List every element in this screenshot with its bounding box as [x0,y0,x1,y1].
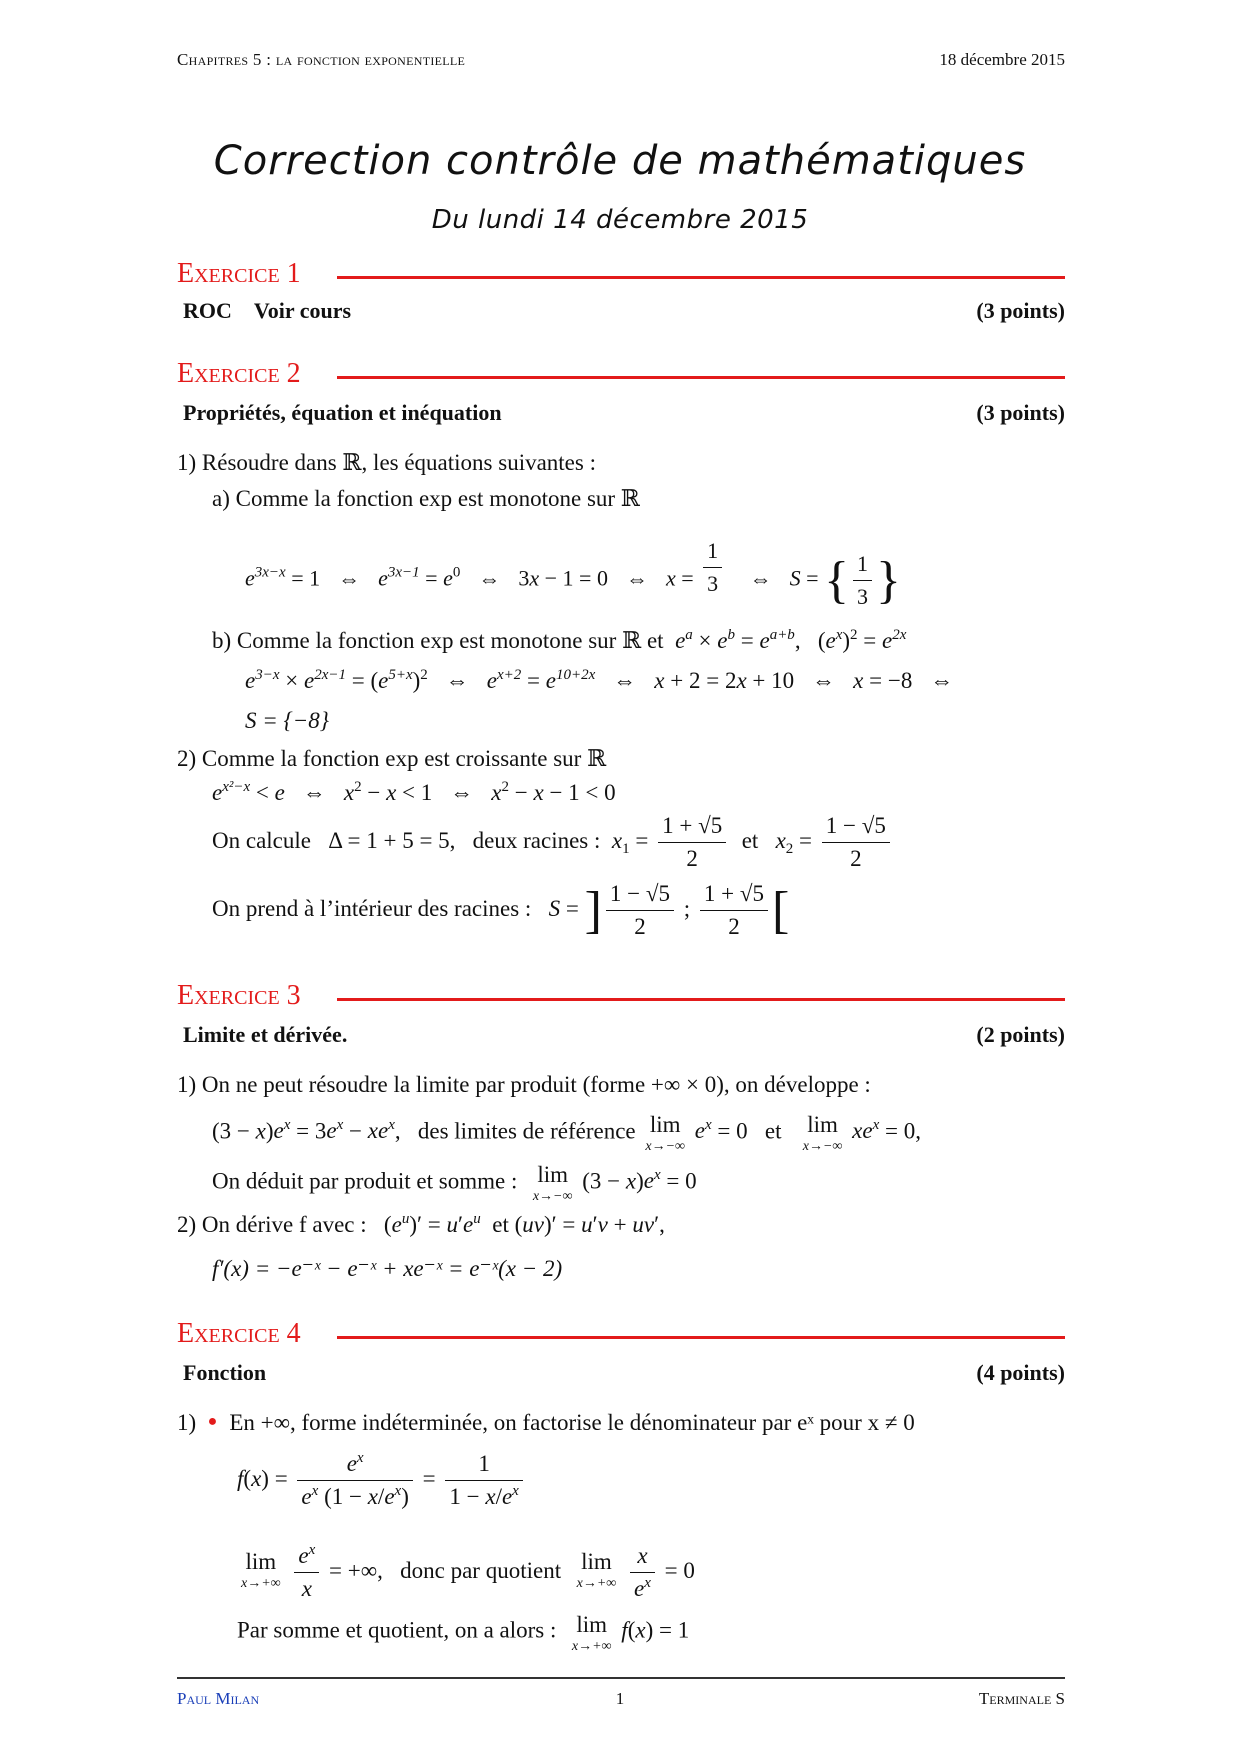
ex2-q1: 1) Résoudre dans ℝ, les équations suivantes : [177,450,596,475]
exercise-label: Exercice 3 [177,980,301,1011]
ex4-q1: 1) ● En +∞, forme indéterminée, on factorise le dénominateur par eˣ pour x ≠ 0 [177,1410,915,1435]
header-date: 18 décembre 2015 [939,50,1065,69]
heading-rule [337,376,1065,379]
ex2-solution-interval: On prend à l’intérieur des racines : S = ] $\frac{1 - √5}{2}$ ; $\frac{1 + √5}{2}$ [ [212,878,789,943]
page-title: Correction contrôle de mathématiques [213,138,1027,184]
footer-author: Paul Milan [177,1689,260,1708]
footer-class: Terminale S [978,1689,1065,1708]
ex3-q1-dev: $(3 - x)e^x = 3e^x - xe^x$, des limites de référence lim x→−∞ $e^x = 0$ et lim x→−∞ $xe^x = 0$, [212,1112,921,1154]
ex2-a-equation: $e^{3x-x} = 1$ ⇔ $e^{3x-1} = e^0$ ⇔ 3x − 1 = 0 ⇔ x = $\frac{1}{3}$ ⇔ S = { $\frac{1}{3}$ } [245,548,901,613]
page-number: 1 [615,1689,625,1708]
heading-rule [337,1336,1065,1339]
exercise-label: Exercice 4 [177,1318,301,1349]
ex4-limits: lim x→+∞ $\frac{e^x}{x}$ = +∞, donc par quotient lim x→+∞ $\frac{x}{e^x}$ = 0 [241,1542,695,1601]
ex4-result: Par somme et quotient, on a alors : lim x→+∞ f(x) = 1 [237,1612,690,1654]
points: (3 points) [976,298,1065,323]
ex2-b-solution: S = {−8} [245,708,329,733]
points: (2 points) [976,1022,1065,1047]
ex2-b-equation: $e^{3-x} \times e^{2x-1} = (e^{5+x})^2$ ⇔ $e^{x+2} = e^{10+2x}$ ⇔ x + 2 = 2x + 10 ⇔ x = −8 ⇔ [245,667,954,693]
ex2-qb: b) Comme la fonction exp est monotone sur ℝ et $e^a \times e^b = e^{a+b}$, $(e^x)^2 = e^{2x}$ [212,627,907,653]
heading-rule [337,276,1065,279]
header-chapter: Chapitres 5 : la fonction exponentielle [177,50,466,69]
exercise-3-subtitle: Limite et dérivée. (2 points) [183,1022,1065,1047]
ex2-roots: On calcule Δ = 1 + 5 = 5, deux racines : $x_1$ = $\frac{1 + √5}{2}$ et $x_2$ = $\frac{1 - √5}{2}$ [212,810,894,875]
ex3-q2: 2) On dérive f avec : $(e^u)' = u'e^u$ et (uv)′ = u′v + uv′, [177,1211,665,1237]
exercise-4-heading [177,1318,1065,1354]
ex3-derivative: f′(x) = −e⁻ˣ − e⁻ˣ + xe⁻ˣ = e⁻ˣ(x − 2) [212,1256,563,1281]
points: (3 points) [976,400,1065,425]
exercise-label: Exercice 2 [177,358,301,389]
ex2-q2: 2) Comme la fonction exp est croissante sur ℝ [177,746,607,771]
points: (4 points) [976,1360,1065,1385]
exercise-2-subtitle: Propriétés, équation et inéquation (3 points) [183,400,1065,425]
exercise-1-subtitle: ROC Voir cours (3 points) [183,298,1065,323]
exercise-1-heading [177,258,1065,294]
heading-rule [337,998,1065,1001]
exercise-4-subtitle: Fonction (4 points) [183,1360,1065,1385]
ex4-fx: f(x) = $\frac{e^x}{e^x (1 - x/e^x)}$ = $\frac{1}{1 - x/e^x}$ [237,1448,527,1513]
ex2-q2-inequation: $e^{x^2-x} < e$ ⇔ $x^2 - x < 1$ ⇔ $x^2 - x - 1 < 0$ [212,779,616,805]
exercise-3-heading [177,980,1065,1016]
ex3-q1-result: On déduit par produit et somme : lim x→−∞ $(3 - x)e^x = 0$ [212,1162,697,1204]
footer-rule [177,1677,1065,1679]
exercise-label: Exercice 1 [177,258,301,289]
ex3-q1: 1) On ne peut résoudre la limite par produit (forme +∞ × 0), on développe : [177,1072,871,1097]
ex2-qa: a) Comme la fonction exp est monotone sur ℝ [212,486,640,511]
exercise-2-heading [177,358,1065,394]
page-subtitle: Du lundi 14 décembre 2015 [431,205,809,235]
bullet-icon: ● [207,1413,218,1430]
running-header [177,50,1065,74]
